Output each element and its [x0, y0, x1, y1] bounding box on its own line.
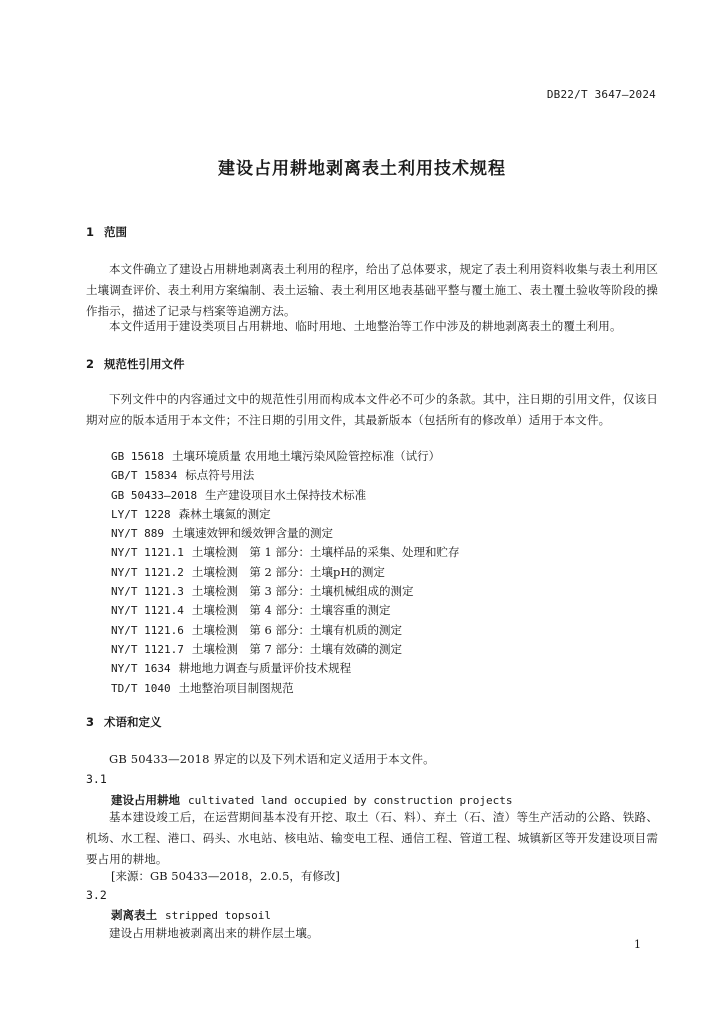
term-definition: 基本建设竣工后，在运营期间基本没有开挖、取土（石、料）、弃土（石、渣）等生产活动的公路、铁路、机场、水工程、港口、码头、水电站、核电站、输变电工程、通信工程、管道工程、城镇新区等开发建设项目需要占用的耕地。	[86, 810, 658, 866]
terms-intro: GB 50433—2018 界定的以及下列术语和定义适用于本文件。	[109, 752, 435, 766]
reference-code: NY/T 1121.2	[111, 565, 184, 579]
reference-item	[111, 543, 459, 562]
section-title: 规范性引用文件	[104, 357, 185, 371]
reference-name: 土壤速效钾和缓效钾含量的测定	[171, 526, 333, 541]
scope-paragraph: 本文件确立了建设占用耕地剥离表土利用的程序，给出了总体要求，规定了表土利用资料收集与表土利用区土壤调查评价、表土利用方案编制、表土运输、表土利用区地表基础平整与覆土施工、表土覆土验收等阶段的操作指示，描述了记录与档案等追溯方法。	[86, 262, 658, 318]
section-heading-references	[86, 356, 185, 372]
page-number: 1	[634, 938, 641, 951]
section-title: 范围	[104, 225, 127, 239]
reference-code: NY/T 1121.3	[111, 585, 184, 599]
clause-number: 3.1	[86, 772, 107, 786]
reference-name: 土壤检测 第 4 部分：土壤容重的测定	[191, 603, 391, 618]
reference-code: NY/T 1121.4	[111, 604, 184, 618]
reference-code: LY/T 1228	[111, 507, 171, 521]
section-title: 术语和定义	[104, 715, 162, 729]
term-name-en: cultivated land occupied by construction projects	[188, 794, 513, 807]
reference-name: 土壤环境质量 农用地土壤污染风险管控标准（试行）	[171, 449, 441, 463]
reference-item	[111, 447, 459, 466]
reference-code: NY/T 889	[111, 527, 164, 541]
section-heading-terms	[86, 714, 162, 730]
section-number: 2	[86, 357, 95, 371]
reference-item	[111, 659, 459, 678]
reference-name: 土壤检测 第 3 部分：土壤机械组成的测定	[191, 584, 414, 599]
reference-item	[111, 505, 459, 524]
reference-item	[111, 524, 459, 543]
reference-item	[111, 486, 459, 505]
reference-item	[111, 582, 459, 601]
standard-code: DB22/T 3647—2024	[546, 88, 656, 101]
reference-code: NY/T 1634	[111, 662, 171, 676]
reference-code: NY/T 1121.7	[111, 642, 184, 656]
term-name-zh: 剥离表土	[111, 908, 157, 922]
term-name-zh: 建设占用耕地	[111, 793, 180, 807]
scope-applicability-paragraph: 本文件适用于建设类项目占用耕地、临时用地、土地整治等工作中涉及的耕地剥离表土的覆土利用。	[109, 319, 622, 333]
reference-code: NY/T 1121.6	[111, 623, 184, 637]
reference-item	[111, 679, 459, 698]
reference-code: TD/T 1040	[111, 681, 171, 695]
reference-name: 森林土壤氮的测定	[178, 506, 271, 521]
reference-name: 耕地地力调查与质量评价技术规程	[178, 661, 352, 676]
term-source: [来源：GB 50433—2018，2.0.5，有修改]	[111, 869, 340, 883]
term-entry	[111, 792, 513, 808]
section-number: 1	[86, 225, 95, 239]
reference-item	[111, 621, 459, 640]
reference-item	[111, 640, 459, 659]
reference-code: GB 50433—2018	[111, 488, 198, 502]
reference-code: GB 15618	[111, 450, 164, 463]
section-number: 3	[86, 715, 95, 729]
document-title: 建设占用耕地剥离表土利用技术规程	[218, 159, 506, 179]
clause-number: 3.2	[86, 888, 107, 902]
term-entry	[111, 907, 271, 923]
reference-code: GB/T 15834	[111, 469, 178, 483]
reference-item	[111, 601, 459, 620]
reference-name: 土壤检测 第 1 部分：土壤样品的采集、处理和贮存	[191, 545, 460, 560]
section-heading-scope	[86, 224, 127, 240]
reference-name: 土壤检测 第 6 部分：土壤有机质的测定	[191, 622, 402, 637]
reference-name: 土壤检测 第 2 部分：土壤pH的测定	[191, 564, 385, 579]
term-name-en: stripped topsoil	[165, 909, 271, 922]
reference-name: 标点符号用法	[185, 468, 255, 483]
reference-name: 生产建设项目水土保持技术标准	[205, 487, 367, 502]
reference-item	[111, 466, 459, 485]
references-intro: 下列文件中的内容通过文中的规范性引用而构成本文件必不可少的条款。其中，注日期的引用文件，仅该日期对应的版本适用于本文件；不注日期的引用文件，其最新版本（包括所有的修改单）适用于本文件。	[86, 392, 658, 427]
term-definition: 建设占用耕地被剥离出来的耕作层土壤。	[109, 926, 319, 940]
reference-name: 土地整治项目制图规范	[178, 680, 294, 695]
reference-item	[111, 563, 459, 582]
reference-name: 土壤检测 第 7 部分：土壤有效磷的测定	[191, 641, 402, 656]
reference-code: NY/T 1121.1	[111, 546, 184, 560]
reference-list	[111, 447, 459, 698]
